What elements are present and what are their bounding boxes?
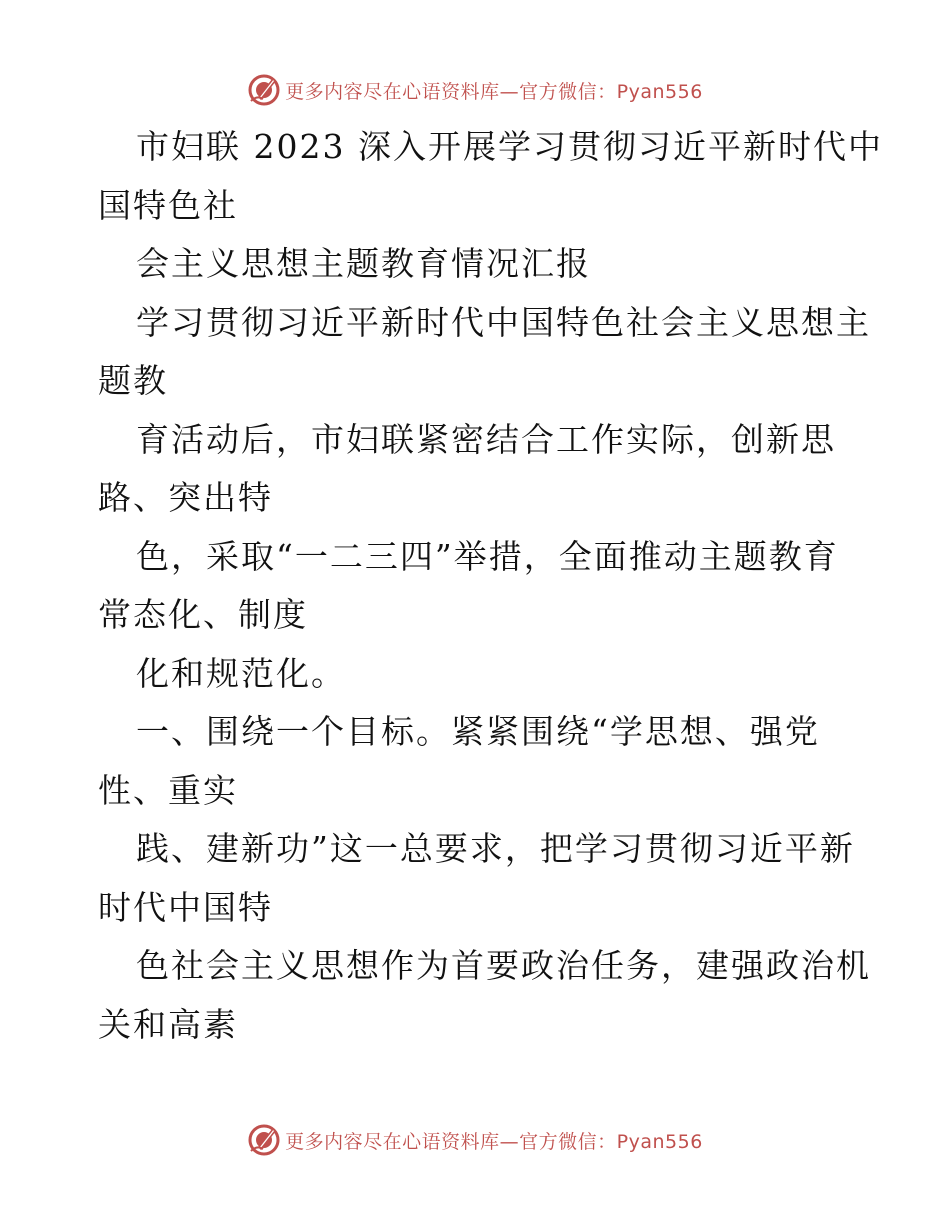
- text-line: 色社会主义思想作为首要政治任务，建强政治机: [136, 946, 871, 985]
- text-line: 化和规范化。: [136, 653, 346, 693]
- text-line: 践、建新功”这一总要求，把学习贯彻习近平新: [136, 829, 855, 868]
- text-line: 路、突出特: [98, 478, 273, 517]
- banner-text: 更多内容尽在心语资料库—官方微信：Pyan556: [285, 1130, 703, 1153]
- text-line: 常态化、制度: [98, 595, 308, 634]
- text-line: 时代中国特: [98, 887, 273, 927]
- document-body: [98, 118, 883, 1054]
- red-seal-pen-icon: [247, 1123, 281, 1157]
- text-line: 育活动后，市妇联紧密结合工作实际，创新思: [136, 419, 836, 459]
- header-banner: [0, 70, 950, 110]
- text-line: 国特色社: [98, 185, 238, 225]
- text-line: 题教: [98, 361, 168, 400]
- text-line: 一、围绕一个目标。紧紧围绕“学思想、强党: [136, 712, 820, 751]
- text-line: 关和高素: [98, 1004, 238, 1044]
- text-line: 色，采取“一二三四”举措，全面推动主题教育: [136, 536, 839, 576]
- text-line: 市妇联 2023 深入开展学习贯彻习近平新时代中: [136, 127, 883, 166]
- text-line: 性、重实: [98, 770, 238, 810]
- banner-text: 更多内容尽在心语资料库—官方微信：Pyan556: [285, 80, 703, 103]
- text-line: 学习贯彻习近平新时代中国特色社会主义思想主: [136, 302, 871, 342]
- red-seal-pen-icon: [247, 73, 281, 107]
- footer-banner: [0, 1120, 950, 1160]
- text-line: 会主义思想主题教育情况汇报: [136, 244, 591, 283]
